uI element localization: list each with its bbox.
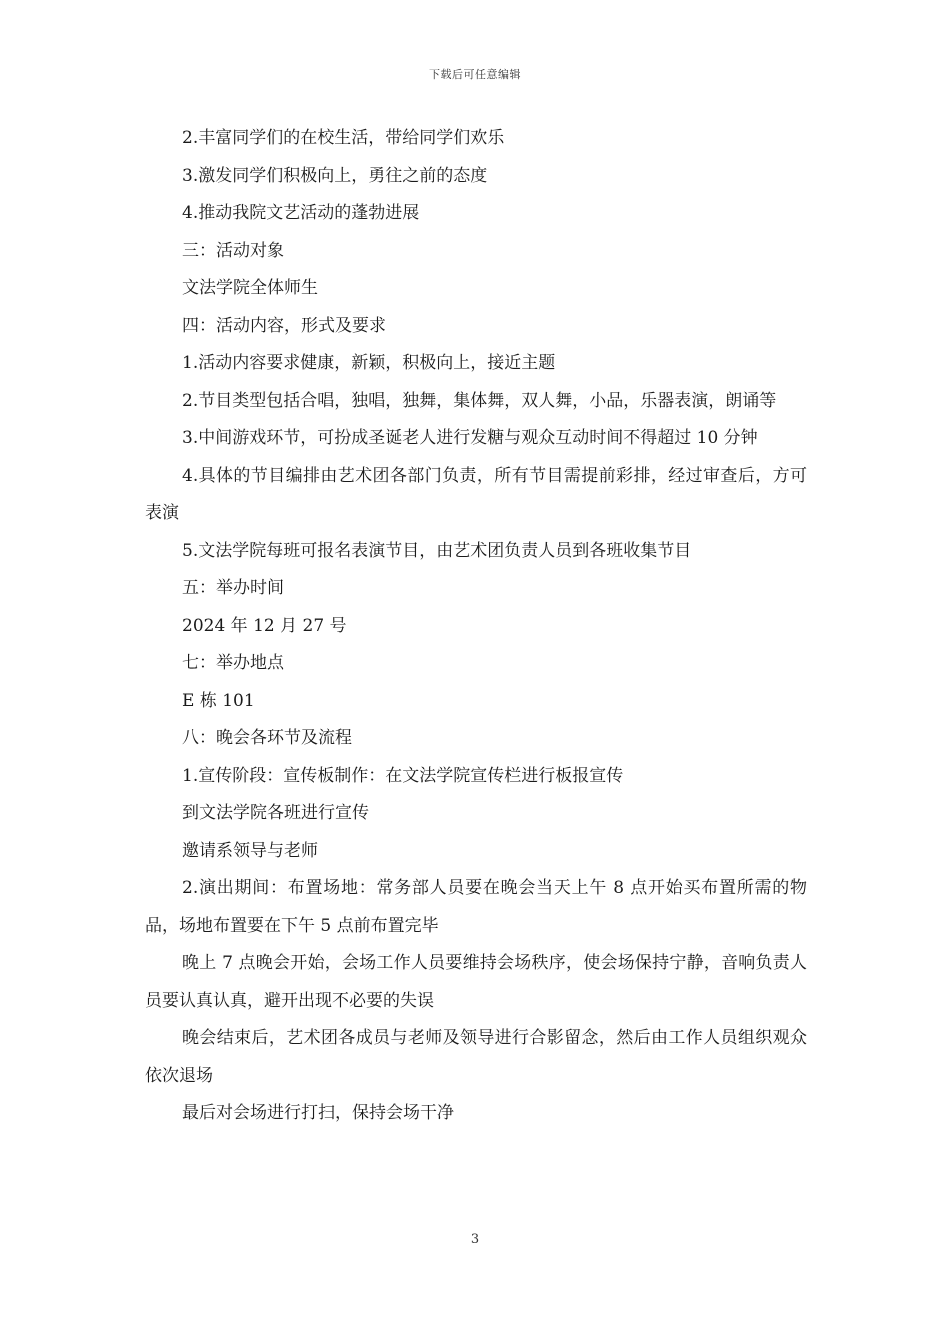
page-header: 下载后可任意编辑 <box>429 68 521 81</box>
paragraph-goal-4: 4.推动我院文艺活动的蓬勃进展 <box>182 203 420 223</box>
section-heading-process: 八：晚会各环节及流程 <box>182 728 352 748</box>
paragraph-process-1b: 到文法学院各班进行宣传 <box>182 803 369 823</box>
paragraph-content-1: 1.活动内容要求健康，新颖，积极向上，接近主题 <box>182 353 556 373</box>
paragraph-content-4: 4.具体的节目编排由艺术团各部门负责，所有节目需提前彩排，经过审查后，方可表演 <box>145 465 807 523</box>
paragraph-process-1c: 邀请系领导与老师 <box>182 840 318 861</box>
paragraph-content-5: 5.文法学院每班可报名表演节目，由艺术团负责人员到各班收集节目 <box>182 540 692 561</box>
paragraph-content-3: 3.中间游戏环节，可扮成圣诞老人进行发糖与观众互动时间不得超过 10 分钟 <box>182 428 758 448</box>
paragraph-goal-3: 3.激发同学们积极向上，勇往之前的态度 <box>182 165 488 186</box>
paragraph-process-2: 2.演出期间：布置场地：常务部人员要在晚会当天上午 8 点开始买布置所需的物品，场地布置要在下午 5 点前布置完毕 <box>145 878 807 936</box>
section-heading-location: 七：举办地点 <box>182 653 284 673</box>
paragraph-audience: 文法学院全体师生 <box>182 278 318 298</box>
document-body <box>145 120 807 1133</box>
section-heading-audience: 三：活动对象 <box>182 240 284 261</box>
paragraph-content-2: 2.节目类型包括合唱，独唱，独舞，集体舞，双人舞，小品，乐器表演，朗诵等 <box>182 390 777 411</box>
section-heading-time: 五：举办时间 <box>182 578 284 598</box>
paragraph-location: E 栋 101 <box>182 690 255 711</box>
section-heading-content: 四：活动内容，形式及要求 <box>182 315 386 336</box>
page-number: 3 <box>470 1232 480 1247</box>
paragraph-date: 2024 年 12 月 27 号 <box>182 615 347 636</box>
paragraph-process-2c: 晚会结束后，艺术团各成员与老师及领导进行合影留念，然后由工作人员组织观众依次退场 <box>145 1028 807 1086</box>
paragraph-process-2b: 晚上 7 点晚会开始，会场工作人员要维持会场秩序，使会场保持宁静，音响负责人员要认真认真，避开出现不必要的失误 <box>145 953 807 1011</box>
paragraph-process-1: 1.宣传阶段：宣传板制作：在文法学院宣传栏进行板报宣传 <box>182 765 624 786</box>
paragraph-process-2d: 最后对会场进行打扫，保持会场干净 <box>182 1103 454 1123</box>
paragraph-goal-2: 2.丰富同学们的在校生活，带给同学们欢乐 <box>182 128 505 148</box>
